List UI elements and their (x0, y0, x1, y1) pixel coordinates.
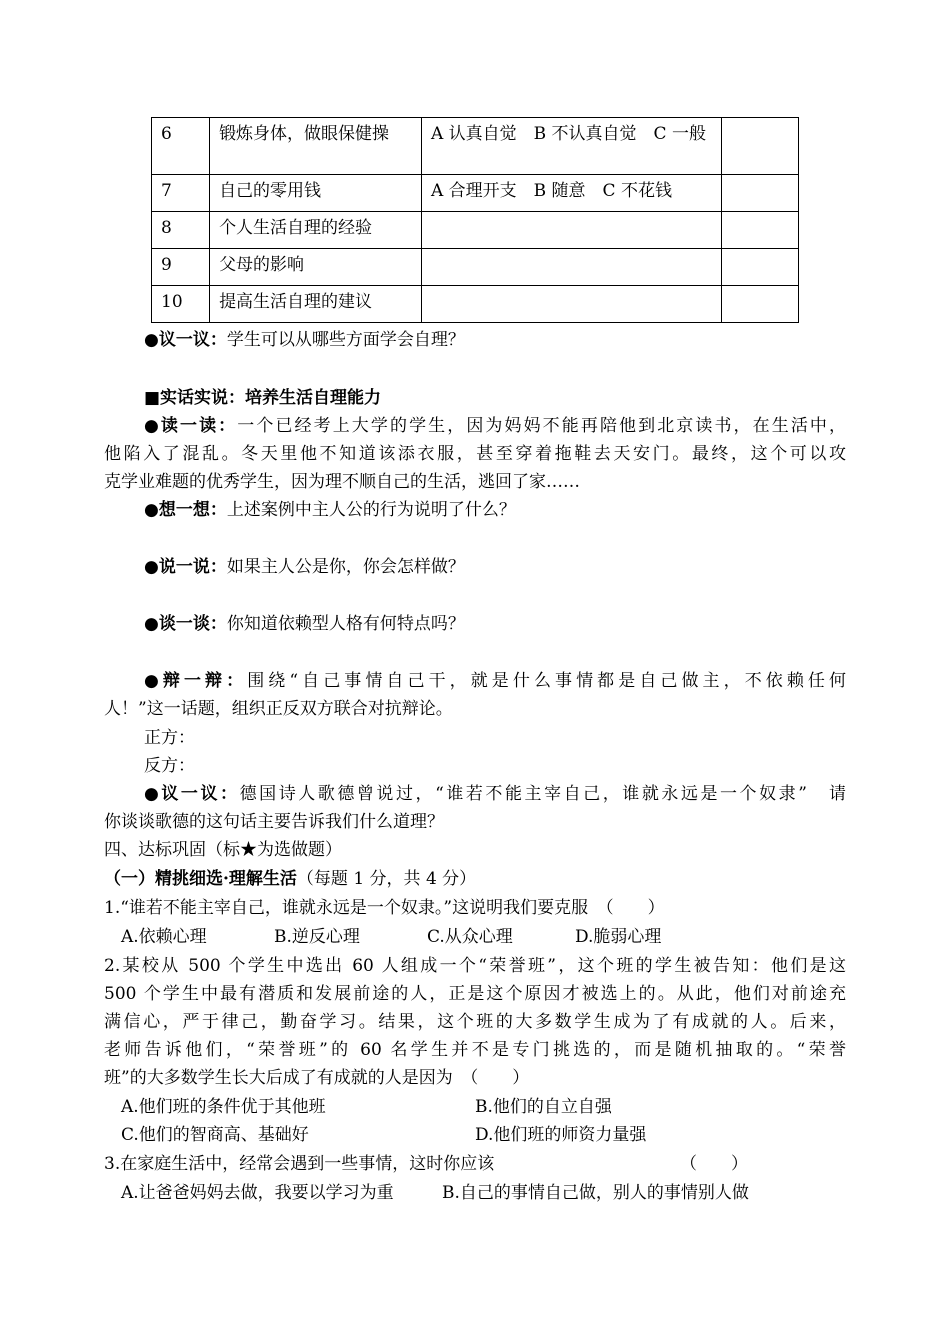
prompt-label: ●说一说： (144, 557, 227, 577)
table-row (152, 212, 799, 249)
row-options (421, 286, 721, 323)
discuss-prompt-1 (144, 327, 465, 353)
prompt-text: 上述案例中主人公的行为说明了什么？ (226, 500, 516, 520)
row-answer-cell (721, 212, 798, 249)
question-1-option-a: A.依赖心理 (121, 927, 207, 947)
row-number: 8 (152, 212, 210, 249)
group-score-note: （每题 1 分，共 4 分） (296, 869, 477, 889)
row-options: A 认真自觉 B 不认真自觉 C 一般 (421, 118, 721, 175)
question-3-answer-bracket: （ ） (680, 1154, 748, 1174)
prompt-label: ●想一想： (144, 500, 227, 520)
question-3-option-a: A.让爸爸妈妈去做，我要以学习为重 (121, 1183, 394, 1203)
question-2-line-3: 满信心，严于律己，勤奋学习。结果，这个班的大多数学生成为了有成就的人。后来， (104, 1012, 846, 1032)
table-row (152, 175, 799, 212)
row-answer-cell (721, 249, 798, 286)
question-1-option-b: B.逆反心理 (274, 927, 360, 947)
question-2-option-c: C.他们的智商高、基础好 (121, 1125, 309, 1145)
question-1-option-c: C.从众心理 (427, 927, 513, 947)
prompt-text: 你知道依赖型人格有何特点吗？ (226, 614, 465, 634)
part-four-heading: 四、达标巩固（标★为选做题） (104, 840, 342, 860)
row-options (421, 212, 721, 249)
question-2-option-d: D.他们班的师资力量强 (475, 1125, 647, 1145)
row-options: A 合理开支 B 随意 C 不花钱 (421, 175, 721, 212)
row-item: 父母的影响 (210, 249, 422, 286)
say-prompt (144, 554, 465, 580)
debate-pro-side: 正方： (144, 728, 195, 748)
talk-prompt (144, 611, 465, 637)
question-2-line-5: 班”的大多数学生长大后成了有成就的人是因为 （ ） (104, 1068, 530, 1088)
question-2-line-2: 500 个学生中最有潜质和发展前途的人，正是这个原因才被选上的。从此，他们对前途充 (104, 984, 846, 1004)
read-paragraph-line-2: 他陷入了混乱。冬天里他不知道该添衣服，甚至穿着拖鞋去天安门。最终，这个可以攻 (104, 444, 846, 464)
row-options (421, 249, 721, 286)
row-answer-cell (721, 286, 798, 323)
debate-con-side: 反方： (144, 756, 195, 776)
row-number: 9 (152, 249, 210, 286)
question-3-option-b: B.自己的事情自己做，别人的事情别人做 (442, 1183, 749, 1203)
debate-prompt-line-2: 人！”这一话题，组织正反双方联合对抗辩论。 (104, 699, 453, 719)
discuss-prompt-2-line-1 (144, 781, 846, 807)
prompt-text: 如果主人公是你，你会怎样做？ (226, 557, 465, 577)
prompt-label: ●谈一谈： (144, 614, 227, 634)
question-2-line-1: 2.某校从 500 个学生中选出 60 人组成一个“荣誉班”，这个班的学生被告知：他们是这 (104, 956, 846, 976)
prompt-text: 德国诗人歌德曾说过，“谁若不能主宰自己，谁就永远是一个奴隶” 请 (239, 784, 846, 804)
row-item: 提高生活自理的建议 (210, 286, 422, 323)
row-answer-cell (721, 118, 798, 175)
question-3-stem: 3.在家庭生活中，经常会遇到一些事情，这时你应该 (104, 1154, 495, 1174)
group-one-heading (104, 866, 476, 892)
discuss-prompt-2-line-2: 你谈谈歌德的这句话主要告诉我们什么道理？ (104, 812, 444, 832)
question-2-option-b: B.他们的自立自强 (475, 1097, 612, 1117)
think-prompt (144, 497, 516, 523)
question-1-option-d: D.脆弱心理 (575, 927, 662, 947)
read-paragraph-line-1 (144, 413, 846, 439)
prompt-label: ●辩一辩： (144, 671, 248, 691)
row-item: 个人生活自理的经验 (210, 212, 422, 249)
prompt-label: ●议一议： (144, 330, 227, 350)
row-answer-cell (721, 175, 798, 212)
group-title: （一）精挑细选·理解生活 (104, 869, 297, 889)
row-number: 7 (152, 175, 210, 212)
section-title: ■实话实说：培养生活自理能力 (144, 388, 382, 408)
row-number: 6 (152, 118, 210, 175)
question-2-option-a: A.他们班的条件优于其他班 (121, 1097, 326, 1117)
prompt-text: 学生可以从哪些方面学会自理？ (226, 330, 465, 350)
table-row (152, 286, 799, 323)
table-row (152, 249, 799, 286)
read-paragraph-line-3: 克学业难题的优秀学生，因为理不顺自己的生活，逃回了家…… (104, 472, 580, 492)
prompt-text: 一个已经考上大学的学生，因为妈妈不能再陪他到北京读书，在生活中， (237, 416, 846, 436)
table-row (152, 118, 799, 175)
question-2-line-4: 老师告诉他们，“荣誉班”的 60 名学生并不是专门挑选的，而是随机抽取的。“荣誉 (104, 1040, 846, 1060)
row-item: 自己的零用钱 (210, 175, 422, 212)
row-number: 10 (152, 286, 210, 323)
row-item: 锻炼身体，做眼保健操 (210, 118, 422, 175)
prompt-label: ●读一读： (144, 416, 238, 436)
question-1-stem: 1.“谁若不能主宰自己，谁就永远是一个奴隶。”这说明我们要克服 （ ） (104, 898, 665, 918)
debate-prompt-line-1 (144, 668, 846, 694)
prompt-label: ●议一议： (144, 784, 240, 804)
survey-table (151, 117, 799, 323)
prompt-text: 围绕“自己事情自己干，就是什么事情都是自己做主，不依赖任何 (247, 671, 846, 691)
